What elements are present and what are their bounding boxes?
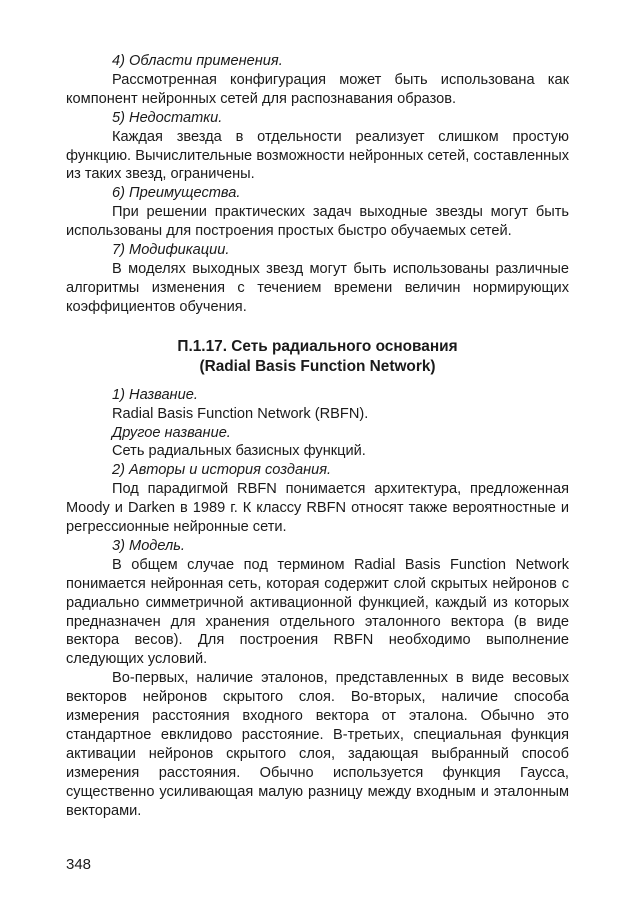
paragraph-disadvantages: Каждая звезда в отдельности реализует слишком простую функцию. Вычислительные возможности нейронных сетей, составленных из таких звезд, ограничены. [66,128,569,183]
heading-name: 1) Название. [112,386,198,403]
paragraph-model-1: В общем случае под термином Radial Basis Function Network понимается нейронная сеть, которая содержит слой скрытых нейронов с радиально симметричной активационной функцией, каждый из которых предназначен для хранения отдельного эталонного вектора (в виде вектора весов). Для построения RBFN необходимо выполнение следующих условий. [66,556,569,668]
heading-advantages: 6) Преимущества. [112,185,241,202]
heading-disadvantages: 5) Недостатки. [112,109,223,126]
heading-areas-of-application: 4) Области применения. [112,53,283,69]
paragraph-application: Рассмотренная конфигурация может быть использована как компонент нейронных сетей для распознавания образов. [66,71,569,107]
paragraph-modifications: В моделях выходных звезд могут быть использованы различные алгоритмы изменения с течением времени величин нормирующих коэффициентов обучения. [66,260,569,315]
paragraph-authors-history: Под парадигмой RBFN понимается архитектура, предложенная Moody и Darken в 1989 г. К классу RBFN относят также вероятностные и регрессионные нейронные сети. [66,481,569,536]
heading-model: 3) Модель. [112,537,185,554]
heading-modifications: 7) Модификации. [112,242,230,259]
text-other-name-value: Сеть радиальных базисных функций. [112,443,366,460]
paragraph-advantages: При решении практических задач выходные звезды могут быть использованы для построения простых быстро обучаемых сетей. [66,204,569,240]
section-title [66,337,569,377]
heading-authors-history: 2) Авторы и история создания. [112,462,332,479]
section-title-line: П.1.17. Сеть радиального основания [177,337,458,355]
page-content [66,52,569,821]
section-title-line: (Radial Basis Function Network) [199,357,436,375]
heading-other-name: Другое название. [112,424,231,441]
text-name-value: Radial Basis Function Network (RBFN). [112,405,369,422]
paragraph-model-2: Во-первых, наличие эталонов, представленных в виде весовых векторов нейронов скрытого слоя. Во-вторых, наличие способа измерения расстояния входного вектора от эталона. Обычно это стандартное евклидово расстояние. В-третьих, специальная функция активации нейронов скрытого слоя, задающая выбранный способ измерения расстояния. Обычно используется функция Гаусса, существенно усиливающая малую разницу между входным и эталонным векторами. [66,670,569,819]
page-number: 348 [66,856,92,873]
